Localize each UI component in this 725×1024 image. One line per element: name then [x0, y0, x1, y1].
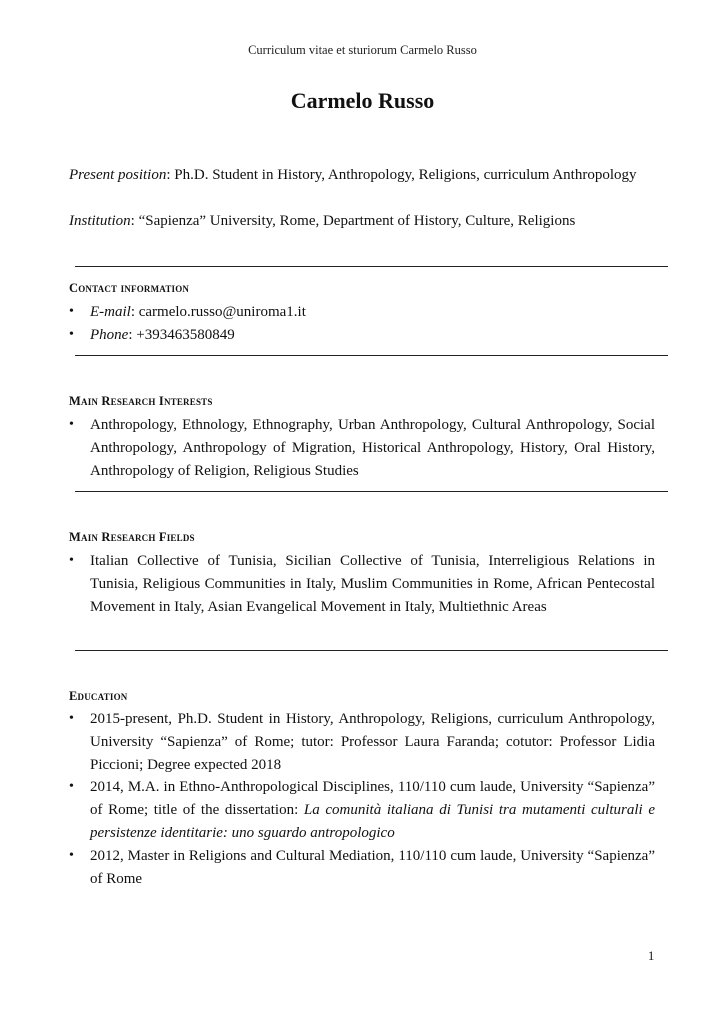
list-item — [69, 708, 655, 776]
bullet-icon: • — [69, 711, 74, 726]
section-divider — [75, 355, 668, 356]
education-heading: Education — [69, 689, 128, 703]
bullet-icon: • — [69, 779, 74, 795]
bullet-icon: • — [69, 417, 74, 432]
education-list — [69, 708, 655, 890]
interests-list — [69, 414, 655, 482]
bullet-icon: • — [69, 847, 74, 863]
contact-list — [69, 301, 655, 347]
education-item-phd: 2015-present, Ph.D. Student in History, Anthropology, Religions, curriculum Anthropology, University “Sapienza” of Rome; tutor: Professor Laura Faranda; cotutor: Professor Lidia Piccioni; Degree expected 2018 — [90, 711, 655, 773]
bullet-icon: • — [69, 553, 74, 568]
bullet-icon: • — [69, 326, 74, 342]
phone-value: : +393463580849 — [128, 326, 235, 343]
dissertation-title: La comunità italiana di Tunisi tra mutamenti culturali e persistenze identitarie: uno sguardo antropologico — [90, 802, 655, 841]
interests-text: Anthropology, Ethnology, Ethnography, Urban Anthropology, Cultural Anthropology, Social Anthropology, Anthropology of Migration, Historical Anthropology, History, Oral History, Anthropology of Religion, Religious Studies — [90, 417, 655, 479]
education-item-master: 2012, Master in Religions and Cultural Mediation, 110/110 cum laude, University “Sapienza” of Rome — [90, 847, 655, 887]
page-title: Carmelo Russo — [290, 88, 435, 113]
fields-list — [69, 550, 655, 618]
list-item — [69, 414, 655, 482]
present-position-label: Present position — [69, 167, 167, 183]
page-number: 1 — [648, 949, 655, 963]
present-position — [69, 164, 655, 187]
institution-label: Institution — [69, 213, 131, 229]
list-item — [69, 301, 655, 324]
phone-label: Phone — [90, 326, 129, 343]
section-divider — [75, 650, 668, 651]
running-header: Curriculum vitae et sturiorum Carmelo Russo — [248, 43, 477, 57]
fields-heading: Main Research Fields — [69, 530, 195, 544]
contact-heading: Contact information — [69, 281, 190, 295]
list-item — [69, 776, 655, 844]
list-item — [69, 845, 655, 891]
education-item-ma: 2014, M.A. in Ethno-Anthropological Disciplines, 110/110 cum laude, University “Sapienza” of Rome; title of the dissertation: — [90, 779, 655, 819]
fields-text: Italian Collective of Tunisia, Sicilian Collective of Tunisia, Interreligious Relations in Tunisia, Religious Communities in Italy, Muslim Communities in Rome, African Pentecostal Movement in Italy, Asian Evangelical Movement in Italy, Multiethnic Areas — [90, 553, 655, 615]
section-divider — [75, 491, 668, 492]
institution-value: : “Sapienza” University, Rome, Department of History, Culture, Religions — [130, 213, 576, 229]
email-label: E-mail — [90, 304, 131, 320]
list-item — [69, 550, 655, 618]
list-item — [69, 324, 655, 347]
bullet-icon: • — [69, 304, 74, 319]
interests-heading: Main Research Interests — [69, 394, 213, 408]
section-divider — [75, 266, 668, 267]
institution — [69, 210, 655, 233]
present-position-value: : Ph.D. Student in History, Anthropology, Religions, curriculum Anthropology — [166, 167, 637, 183]
email-value: : carmelo.russo@uniroma1.it — [130, 304, 306, 320]
